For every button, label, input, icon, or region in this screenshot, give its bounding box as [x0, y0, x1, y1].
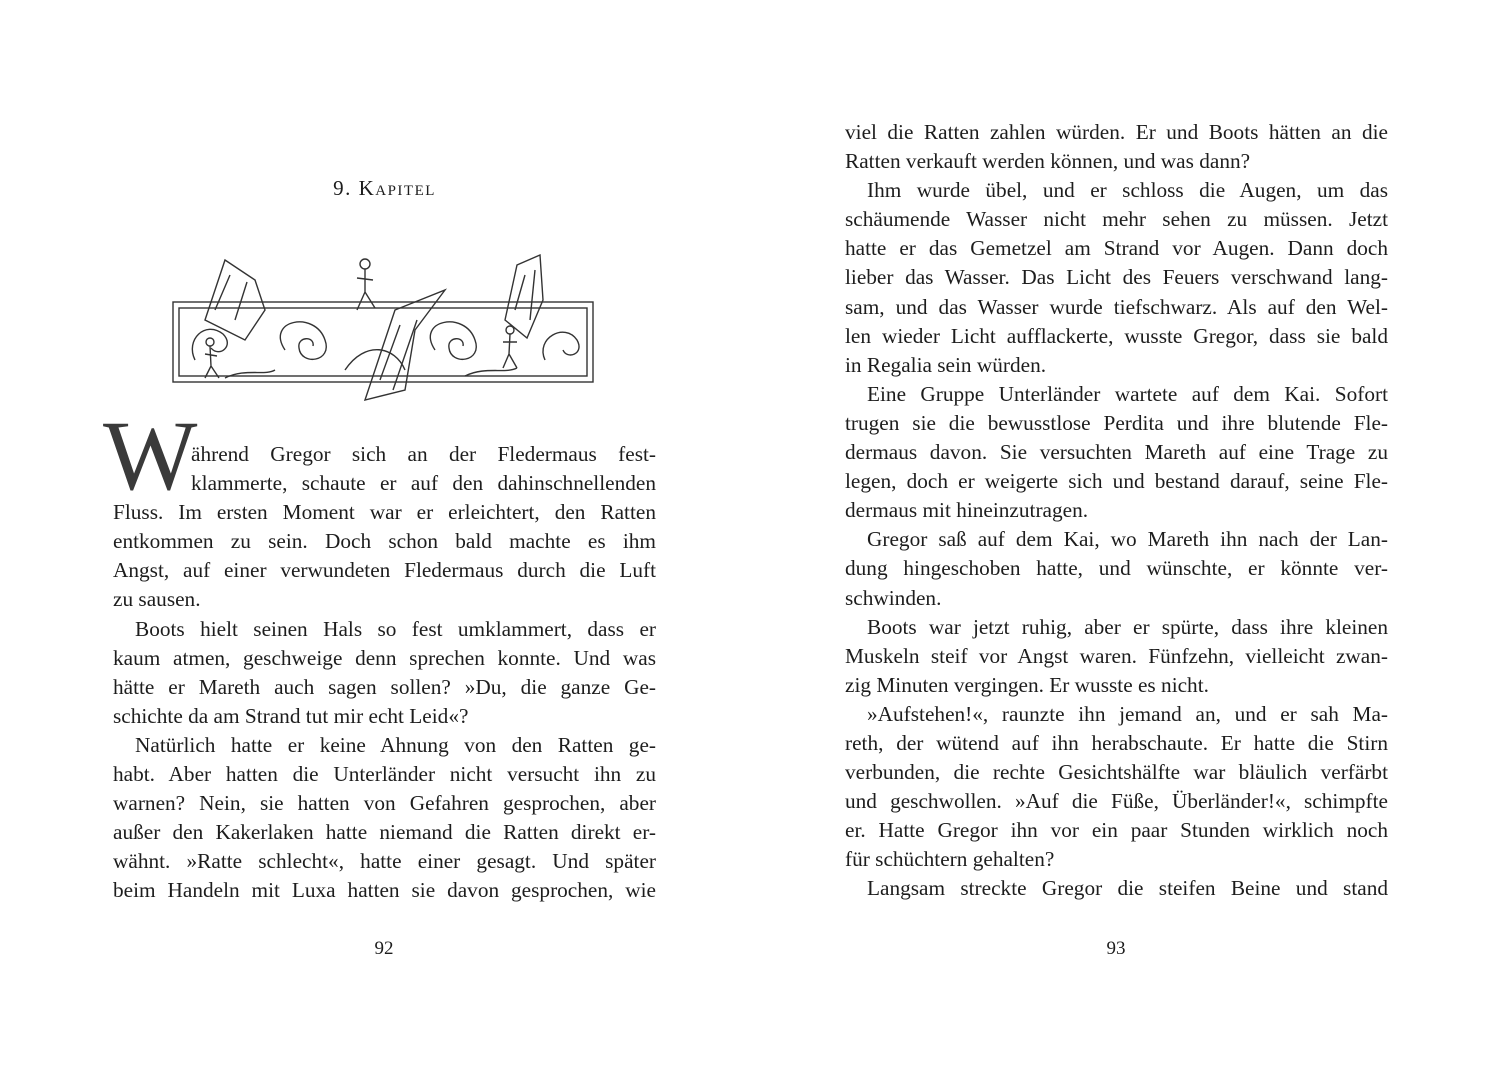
drop-cap: W — [103, 400, 198, 511]
text-line: verbunden, die rechte Gesichtshälfte war bläulich verfärbt — [845, 760, 1388, 785]
text-line: Ratten verkauft werden können, und was dann? — [845, 149, 1251, 174]
text-line: schwinden. — [845, 585, 942, 610]
text-line: in Regalia sein würden. — [845, 352, 1047, 377]
text-line: »Aufstehen!«, raunzte ihn jemand an, und er sah Ma- — [867, 701, 1388, 726]
text-line: Boots hielt seinen Hals so fest umklammert, dass er — [135, 616, 656, 641]
text-line: Langsam streckte Gregor die steifen Beine und stand — [867, 876, 1388, 901]
chapter-vignette-illustration — [165, 250, 600, 410]
text-line: dermaus davon. Sie versuchten Mareth auf eine Trage zu — [845, 440, 1388, 465]
text-line: len wieder Licht aufflackerte, wusste Gregor, dass sie bald — [845, 323, 1388, 348]
text-line: dermaus mit hineinzutragen. — [845, 498, 1089, 523]
text-line: er. Hatte Gregor ihn vor ein paar Stunden wirklich noch — [845, 818, 1388, 843]
right-page-text — [845, 118, 1388, 904]
text-line: Eine Gruppe Unterländer wartete auf dem Kai. Sofort — [867, 381, 1388, 406]
text-line: lieber das Wasser. Das Licht des Feuers verschwand lang- — [845, 265, 1388, 290]
text-line: warnen? Nein, sie hatten von Gefahren gesprochen, aber — [113, 791, 656, 816]
text-line: Natürlich hatte er keine Ahnung von den Ratten ge- — [135, 732, 656, 757]
text-line: Gregor saß auf dem Kai, wo Mareth ihn nach der Lan- — [867, 527, 1388, 552]
text-line: für schüchtern gehalten? — [845, 847, 1055, 872]
text-line: schäumende Wasser nicht mehr sehen zu müssen. Jetzt — [845, 207, 1388, 232]
text-line: kaum atmen, geschweige denn sprechen konnte. Und was — [113, 645, 656, 670]
text-line: wähnt. »Ratte schlecht«, hatte einer gesagt. Und später — [113, 849, 656, 874]
text-line: Ihm wurde übel, und er schloss die Augen, um das — [867, 178, 1388, 203]
text-line: reth, der wütend auf ihn herabschaute. Er hatte die Stirn — [845, 730, 1388, 755]
text-line: zig Minuten vergingen. Er wusste es nicht. — [845, 672, 1209, 697]
text-line: viel die Ratten zahlen würden. Er und Boots hätten an die — [845, 120, 1388, 144]
text-line: schichte da am Strand tut mir echt Leid«? — [113, 703, 469, 728]
text-line: klammerte, schaute er auf den dahinschnellenden — [191, 471, 656, 496]
page-number-right: 93 — [1106, 938, 1126, 959]
text-line: und geschwollen. »Auf die Füße, Überländer!«, schimpfte — [845, 789, 1388, 814]
text-line: sam, und das Wasser wurde tiefschwarz. Als auf den Wel- — [845, 294, 1388, 319]
text-line: Angst, auf einer verwundeten Fledermaus durch die Luft — [113, 558, 656, 583]
text-line: trugen sie die bewusstlose Perdita und ihre blutende Fle- — [845, 410, 1388, 435]
text-line: zu sausen. — [113, 587, 201, 612]
text-line: hatte er das Gemetzel am Strand vor Augen. Dann doch — [845, 236, 1388, 261]
text-line: entkommen zu sein. Doch schon bald machte es ihm — [113, 529, 656, 554]
text-line: beim Handeln mit Luxa hatten sie davon gesprochen, wie — [113, 878, 656, 903]
text-line: Fluss. Im ersten Moment war er erleichtert, den Ratten — [113, 500, 656, 525]
text-line: ährend Gregor sich an der Fledermaus fest- — [191, 442, 656, 466]
chapter-title: 9. Kapitel — [333, 176, 436, 200]
text-line: hätte er Mareth auch sagen sollen? »Du, die ganze Ge- — [113, 674, 656, 699]
text-line: außer den Kakerlaken hatte niemand die Ratten direkt er- — [113, 820, 656, 845]
text-line: Muskeln steif vor Angst waren. Fünfzehn, vielleicht zwan- — [845, 643, 1388, 668]
left-page-text — [113, 440, 656, 906]
text-line: legen, doch er weigerte sich und bestand darauf, seine Fle- — [845, 469, 1388, 494]
text-line: Boots war jetzt ruhig, aber er spürte, dass ihre kleinen — [867, 614, 1388, 639]
text-line: dung hingeschoben hatte, und wünschte, er könnte ver- — [845, 556, 1388, 581]
page-number-left: 92 — [374, 938, 394, 959]
text-line: habt. Aber hatten die Unterländer nicht versucht ihn zu — [113, 762, 656, 787]
